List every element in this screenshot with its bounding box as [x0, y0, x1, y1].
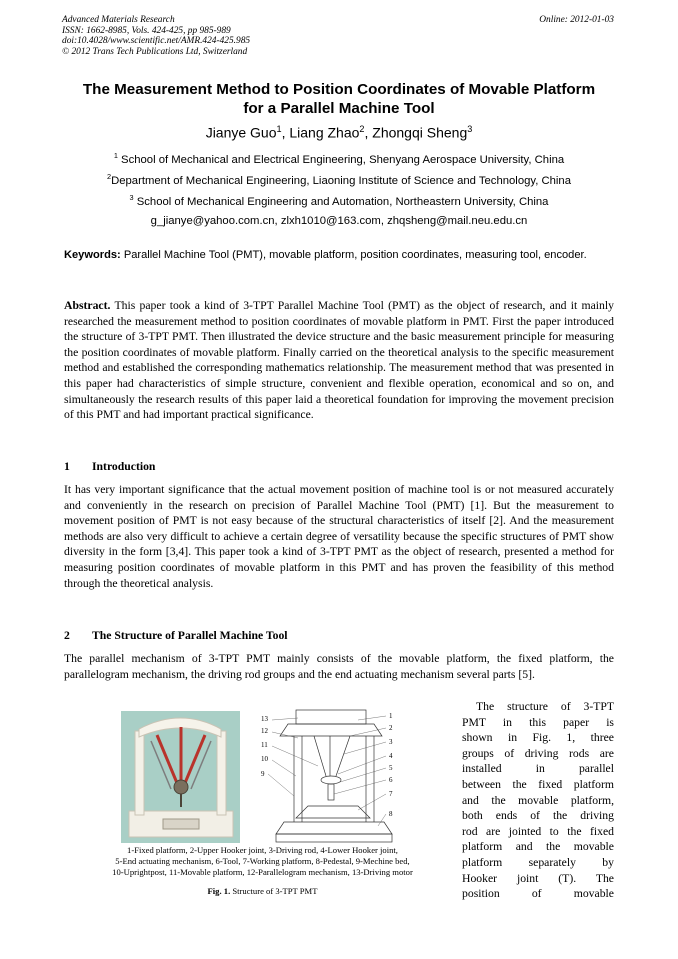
callout-1: 1: [389, 712, 393, 720]
legend-line-2: 5-End actuating mechanism, 6-Tool, 7-Working platform, 8-Pedestal, 9-Mechine bed,: [115, 856, 410, 866]
author-3: Zhongqi Sheng: [372, 124, 468, 141]
column-line: Hooker joint (T). The: [462, 871, 614, 885]
callout-13: 13: [261, 715, 268, 723]
column-line: shown in Fig. 1, three: [462, 731, 614, 745]
column-line: and the movable platform,: [462, 793, 614, 807]
column-line: The structure of 3-TPT: [476, 700, 614, 713]
figure-caption-label: Fig. 1.: [207, 886, 231, 896]
author-3-sup: 3: [467, 124, 473, 134]
section-2-text: The parallel mechanism of 3-TPT PMT mainly consists of the movable platform, the fixed platform, the parallelogram mechanism, the driving rod groups and the end actuating mechanism several parts [5].: [64, 652, 614, 681]
aff-1-num: 1: [113, 151, 118, 160]
issn: ISSN: 1662-8985, Vols. 424-425, pp 985-989: [62, 25, 231, 36]
callout-10: 10: [261, 755, 268, 763]
machine-photo-drawing: [121, 711, 240, 843]
affiliation-1: [40, 151, 638, 166]
author-2-sup: 2: [359, 124, 365, 134]
callout-11: 11: [261, 741, 268, 749]
section-1-title: Introduction: [92, 460, 156, 473]
author-1-sup: 1: [276, 124, 282, 134]
column-line: between the fixed platform: [462, 777, 614, 791]
author-1: Jianye Guo: [205, 124, 277, 141]
section-1-text: It has very important significance that the actual movement position of machine tool is or not measured accurately and conveniently in the research on precision of Parallel Machine Tool (PMT) [1]. But the measurement to movement position of PMT is not easy because of the structural characteristics of itself [2]. And the measurement methods are also very difficult to achieve a certain degree of versatility because the specific structures of PMT show diversity in the form [3,4]. This paper took a kind of 3-TPT PMT as the object of research, presented a method for measuring position coordinates of movable platform in this PMT and has proven the feasibility of this method through the theoretical analysis.: [64, 483, 614, 590]
legend-line-1: 1-Fixed platform, 2-Upper Hooker joint, 3-Driving rod, 4-Lower Hooker joint,: [127, 845, 398, 855]
keywords-text: Parallel Machine Tool (PMT), movable platform, position coordinates, measuring tool, encoder.: [123, 249, 587, 261]
callout-2: 2: [389, 724, 393, 732]
figure-legend: [70, 845, 455, 878]
section-1-heading: [64, 460, 155, 473]
figure-caption-text: Structure of 3-TPT PMT: [232, 886, 318, 896]
affiliation-2: [40, 172, 638, 187]
journal-name: Advanced Materials Research: [62, 15, 175, 25]
column-line: both ends of the driving: [462, 809, 614, 823]
callout-5: 5: [389, 764, 393, 772]
machine-schematic: [258, 706, 402, 846]
callout-8: 8: [389, 810, 393, 818]
aff-2-num: 2: [107, 172, 112, 181]
copyright: © 2012 Trans Tech Publications Ltd, Switzerland: [62, 46, 248, 57]
callout-12: 12: [261, 727, 268, 735]
aff-3-text: School of Mechanical Engineering and Automation, Northeastern University, China: [136, 195, 549, 208]
keywords: [64, 248, 614, 262]
paper-title: [40, 80, 638, 118]
affiliation-3: [40, 193, 638, 208]
section-2-column: [462, 699, 614, 902]
abstract-label: Abstract.: [64, 299, 111, 312]
title-line-1: The Measurement Method to Position Coordinates of Movable Platform: [82, 81, 596, 98]
column-line: rod are jointed to the fixed: [462, 824, 614, 838]
online-date: Online: 2012-01-03: [539, 15, 614, 25]
authors: Jianye Guo$^1$, Liang Zhao$^2$, Zhongqi Sheng$^3$: [205, 124, 473, 141]
aff-2-text: Department of Mechanical Engineering, Liaoning Institute of Science and Technology, China: [111, 174, 571, 187]
machine-photo: [121, 711, 240, 843]
section-1-num: 1: [64, 460, 70, 473]
keywords-label: Keywords:: [64, 249, 121, 261]
doi: doi:10.4028/www.scientific.net/AMR.424-425.985: [62, 36, 251, 47]
aff-1-text: School of Mechanical and Electrical Engineering, Shenyang Aerospace University, China: [121, 153, 565, 166]
schematic-drawing: [258, 706, 402, 846]
figure-caption: [70, 886, 455, 896]
section-2-heading: [64, 629, 288, 642]
column-line: platform and the movable: [462, 840, 614, 854]
callout-7: 7: [389, 790, 393, 798]
title-line-2: for a Parallel Machine Tool: [243, 100, 435, 117]
column-line: platform separately by: [462, 855, 614, 869]
journal-header: [62, 15, 250, 57]
column-line: installed in parallel: [462, 762, 614, 776]
callout-6: 6: [389, 776, 393, 784]
legend-line-3: 10-Uprightpost, 11-Movable platform, 12-Parallelogram mechanism, 13-Driving motor: [112, 867, 413, 877]
column-line: position of movable: [462, 887, 614, 901]
column-line: PMT in this paper is: [462, 715, 614, 729]
section-2-num: 2: [64, 629, 70, 642]
column-line: groups of driving rods are: [462, 746, 614, 760]
callout-3: 3: [389, 738, 393, 746]
callout-4: 4: [389, 752, 393, 760]
abstract: [64, 298, 614, 423]
author-emails: g_jianye@yahoo.com.cn, zlxh1010@163.com, zhqsheng@mail.neu.edu.cn: [150, 215, 528, 227]
section-2-title: The Structure of Parallel Machine Tool: [92, 629, 288, 642]
abstract-text: This paper took a kind of 3-TPT Parallel Machine Tool (PMT) as the object of research, and it mainly researched the measurement method to position coordinates of movable platform in PMT. First the paper introduced the structure of 3-TPT PMT. Then illustrated the device structure and the basic measurement principle for measuring the position coordinates of movable platform. Finally carried on the theoretical analysis to the specific measurement method and established the corresponding mathematics relationship. The measurement method that was presented in this paper had characteristics of simple structure, convenient and flexible operation, economical and so on, and simultaneously the research results of this paper laid a theoretical foundation for improving the movement precision of this PMT and had important practical significance.: [64, 299, 614, 422]
callout-9: 9: [261, 770, 265, 778]
author-2: Liang Zhao: [289, 124, 360, 141]
aff-3-num: 3: [129, 193, 134, 202]
